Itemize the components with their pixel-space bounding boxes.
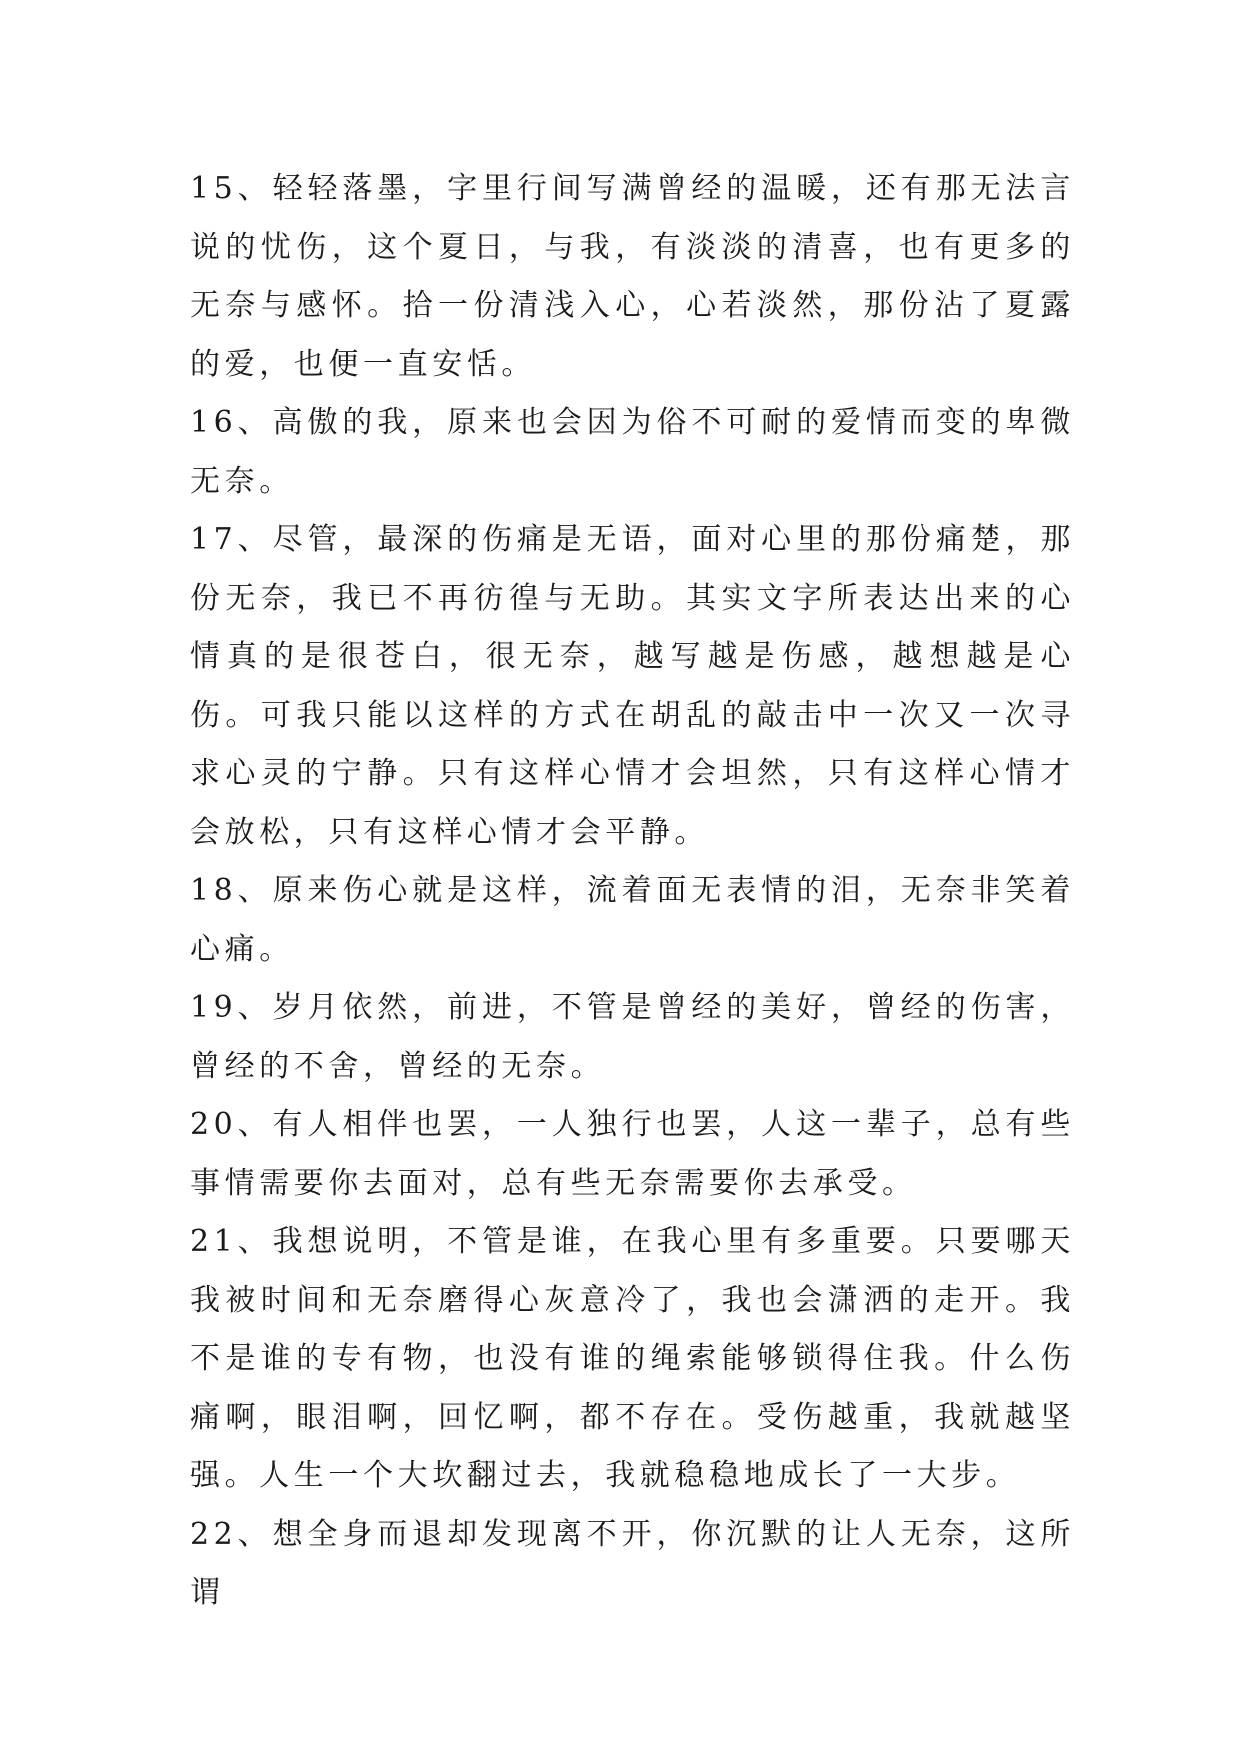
paragraph-19: 19、岁月依然，前进，不管是曾经的美好，曾经的伤害，曾经的不舍，曾经的无奈。: [190, 990, 1075, 1084]
paragraph-15: 15、轻轻落墨，字里行间写满曾经的温暖，还有那无法言说的忧伤，这个夏日，与我，有淡淡的清喜，也有更多的无奈与感怀。拾一份清浅入心，心若淡然，那份沾了夏露的爱，也便一直安恬。: [190, 171, 1075, 382]
document-body: [190, 160, 1075, 1623]
paragraph-21: 21、我想说明，不管是谁，在我心里有多重要。只要哪天我被时间和无奈磨得心灰意冷了，我也会潇洒的走开。我不是谁的专有物，也没有谁的绳索能够锁得住我。什么伤痛啊，眼泪啊，回忆啊，都不存在。受伤越重，我就越坚强。人生一个大坎翻过去，我就稳稳地成长了一大步。: [190, 1224, 1075, 1493]
paragraph-22: 22、想全身而退却发现离不开，你沉默的让人无奈，这所谓: [190, 1516, 1075, 1610]
paragraph-17: 17、尽管，最深的伤痛是无语，面对心里的那份痛楚，那份无奈，我已不再彷徨与无助。其实文字所表达出来的心情真的是很苍白，很无奈，越写越是伤感，越想越是心伤。可我只能以这样的方式在胡乱的敲击中一次又一次寻求心灵的宁静。只有这样心情才会坦然，只有这样心情才会放松，只有这样心情才会平静。: [190, 522, 1075, 850]
paragraph-16: 16、高傲的我，原来也会因为俗不可耐的爱情而变的卑微无奈。: [190, 405, 1075, 499]
paragraph-18: 18、原来伤心就是这样，流着面无表情的泪，无奈非笑着心痛。: [190, 873, 1075, 967]
paragraph-20: 20、有人相伴也罢，一人独行也罢，人这一辈子，总有些事情需要你去面对，总有些无奈需要你去承受。: [190, 1107, 1075, 1201]
